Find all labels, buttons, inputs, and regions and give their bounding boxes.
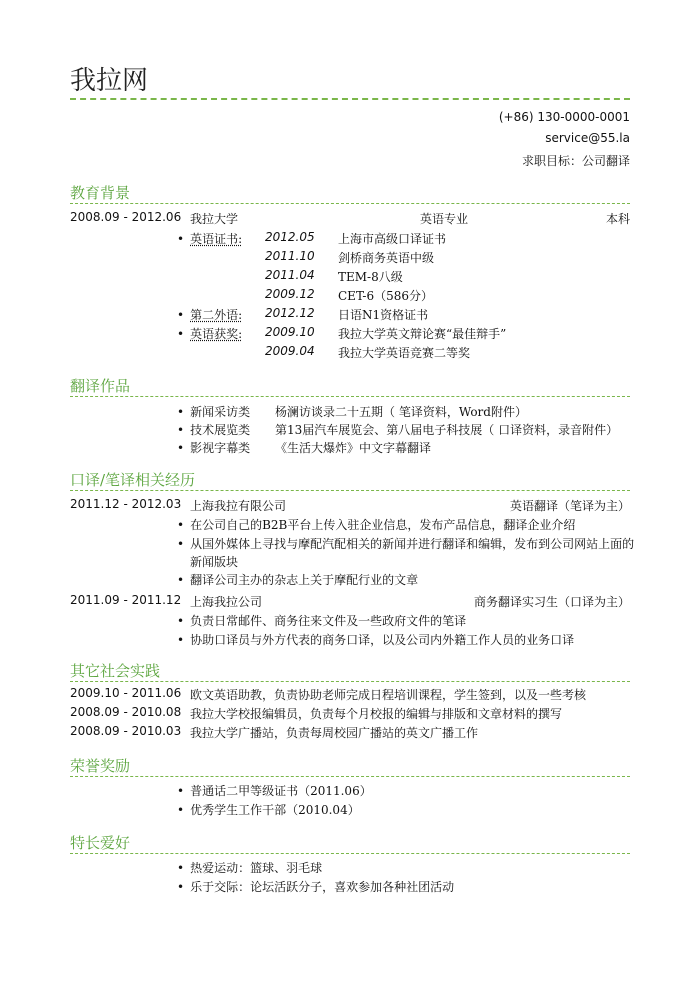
section-divider xyxy=(70,396,630,397)
section-title-hobbies: 特长爱好 xyxy=(70,834,131,852)
cert-date: 2009.12 xyxy=(265,287,315,301)
job-company: 上海我拉有限公司 xyxy=(190,499,287,513)
award-name: 我拉大学英文辩论赛“最佳辩手” xyxy=(338,327,507,341)
english-cert-label-item xyxy=(177,230,242,247)
major: 英语专业 xyxy=(420,212,469,226)
cert-date: 2011.04 xyxy=(265,268,315,282)
job-date: 2011.09 - 2011.12 xyxy=(70,593,182,607)
second-lang-name: 日语N1资格证书 xyxy=(338,308,429,322)
second-lang-date: 2012.12 xyxy=(265,306,315,320)
cert-name: 剑桥商务英语中级 xyxy=(338,251,435,265)
social-desc: 欧文英语助教，负责协助老师完成日程培训课程，学生签到，以及一些考核 xyxy=(190,688,587,702)
hobby-item: • 热爱运动：篮球、羽毛球 xyxy=(177,859,322,876)
objective-value: 公司翻译 xyxy=(581,154,630,168)
cert-date: 2012.05 xyxy=(265,230,315,244)
awards-label-item xyxy=(177,325,242,342)
social-date: 2009.10 - 2011.06 xyxy=(70,686,182,700)
job-bullet: • 从国外媒体上寻找与摩配汽配相关的新闻并进行翻译和编辑，发布到公司网站上面的 xyxy=(177,535,634,552)
job-date: 2011.12 - 2012.03 xyxy=(70,497,182,511)
social-desc: 我拉大学广播站，负责每周校园广播站的英文广播工作 xyxy=(190,726,479,740)
work-desc: 杨澜访谈录二十五期（ 笔译资料，Word附件） xyxy=(275,405,527,419)
work-desc: 第13届汽车展览会、第八届电子科技展（ 口译资料，录音附件） xyxy=(275,423,619,437)
work-type: • 新闻采访类 xyxy=(177,403,250,420)
second-lang-label: 第二外语: xyxy=(190,308,243,322)
job-company: 上海我拉公司 xyxy=(190,595,263,609)
degree: 本科 xyxy=(605,212,630,226)
cert-name: CET-6（586分） xyxy=(338,289,433,303)
cert-date: 2011.10 xyxy=(265,249,315,263)
cert-name: TEM-8八级 xyxy=(338,270,403,284)
job-bullet: • 翻译公司主办的杂志上关于摩配行业的文章 xyxy=(177,571,418,588)
second-lang-label-item xyxy=(177,306,242,323)
phone: (+86) 130-0000-0001 xyxy=(498,110,630,124)
section-title-honors: 荣誉奖励 xyxy=(70,757,131,775)
job-bullet: • 负责日常邮件、商务往来文件及一些政府文件的笔译 xyxy=(177,612,466,629)
objective-label: 求职目标： xyxy=(521,154,582,168)
job-bullet-continuation: 新闻版块 xyxy=(190,555,239,569)
cert-name: 上海市高级口译证书 xyxy=(338,232,447,246)
section-title-works: 翻译作品 xyxy=(70,377,131,395)
work-desc: 《生活大爆炸》中文字幕翻译 xyxy=(275,441,432,455)
social-desc: 我拉大学校报编辑员，负责每个月校报的编辑与排版和文章材料的撰写 xyxy=(190,707,563,721)
header-divider xyxy=(70,98,630,100)
resume-name: 我拉网 xyxy=(70,66,149,96)
awards-label: 英语获奖: xyxy=(190,327,243,341)
section-title-education: 教育背景 xyxy=(70,184,131,202)
section-title-social: 其它社会实践 xyxy=(70,662,161,680)
job-bullet: • 协助口译员与外方代表的商务口译，以及公司内外籍工作人员的业务口译 xyxy=(177,631,574,648)
honor-item: • 普通话二甲等级证书（2011.06） xyxy=(177,782,372,799)
work-type: • 技术展览类 xyxy=(177,421,250,438)
honor-item: • 优秀学生工作干部（2010.04） xyxy=(177,801,360,818)
hobby-item: • 乐于交际：论坛活跃分子，喜欢参加各种社团活动 xyxy=(177,878,454,895)
education-date: 2008.09 - 2012.06 xyxy=(70,210,182,224)
school: 我拉大学 xyxy=(190,212,239,226)
section-divider xyxy=(70,853,630,854)
work-type: • 影视字幕类 xyxy=(177,439,250,456)
section-divider xyxy=(70,681,630,682)
job-bullet: • 在公司自己的B2B平台上传入驻企业信息，发布产品信息，翻译企业介绍 xyxy=(177,516,575,533)
email: service@55.la xyxy=(545,131,630,145)
section-title-experience: 口译/笔译相关经历 xyxy=(70,471,196,489)
social-date: 2008.09 - 2010.08 xyxy=(70,705,182,719)
english-cert-label: 英语证书: xyxy=(190,232,243,246)
job-objective xyxy=(522,152,630,169)
award-date: 2009.04 xyxy=(265,344,315,358)
social-date: 2008.09 - 2010.03 xyxy=(70,724,182,738)
award-name: 我拉大学英语竞赛二等奖 xyxy=(338,346,471,360)
job-role: 商务翻译实习生（口译为主） xyxy=(473,595,630,609)
section-divider xyxy=(70,776,630,777)
section-divider xyxy=(70,203,630,204)
job-role: 英语翻译（笔译为主） xyxy=(509,499,630,513)
section-divider xyxy=(70,490,630,491)
award-date: 2009.10 xyxy=(265,325,315,339)
